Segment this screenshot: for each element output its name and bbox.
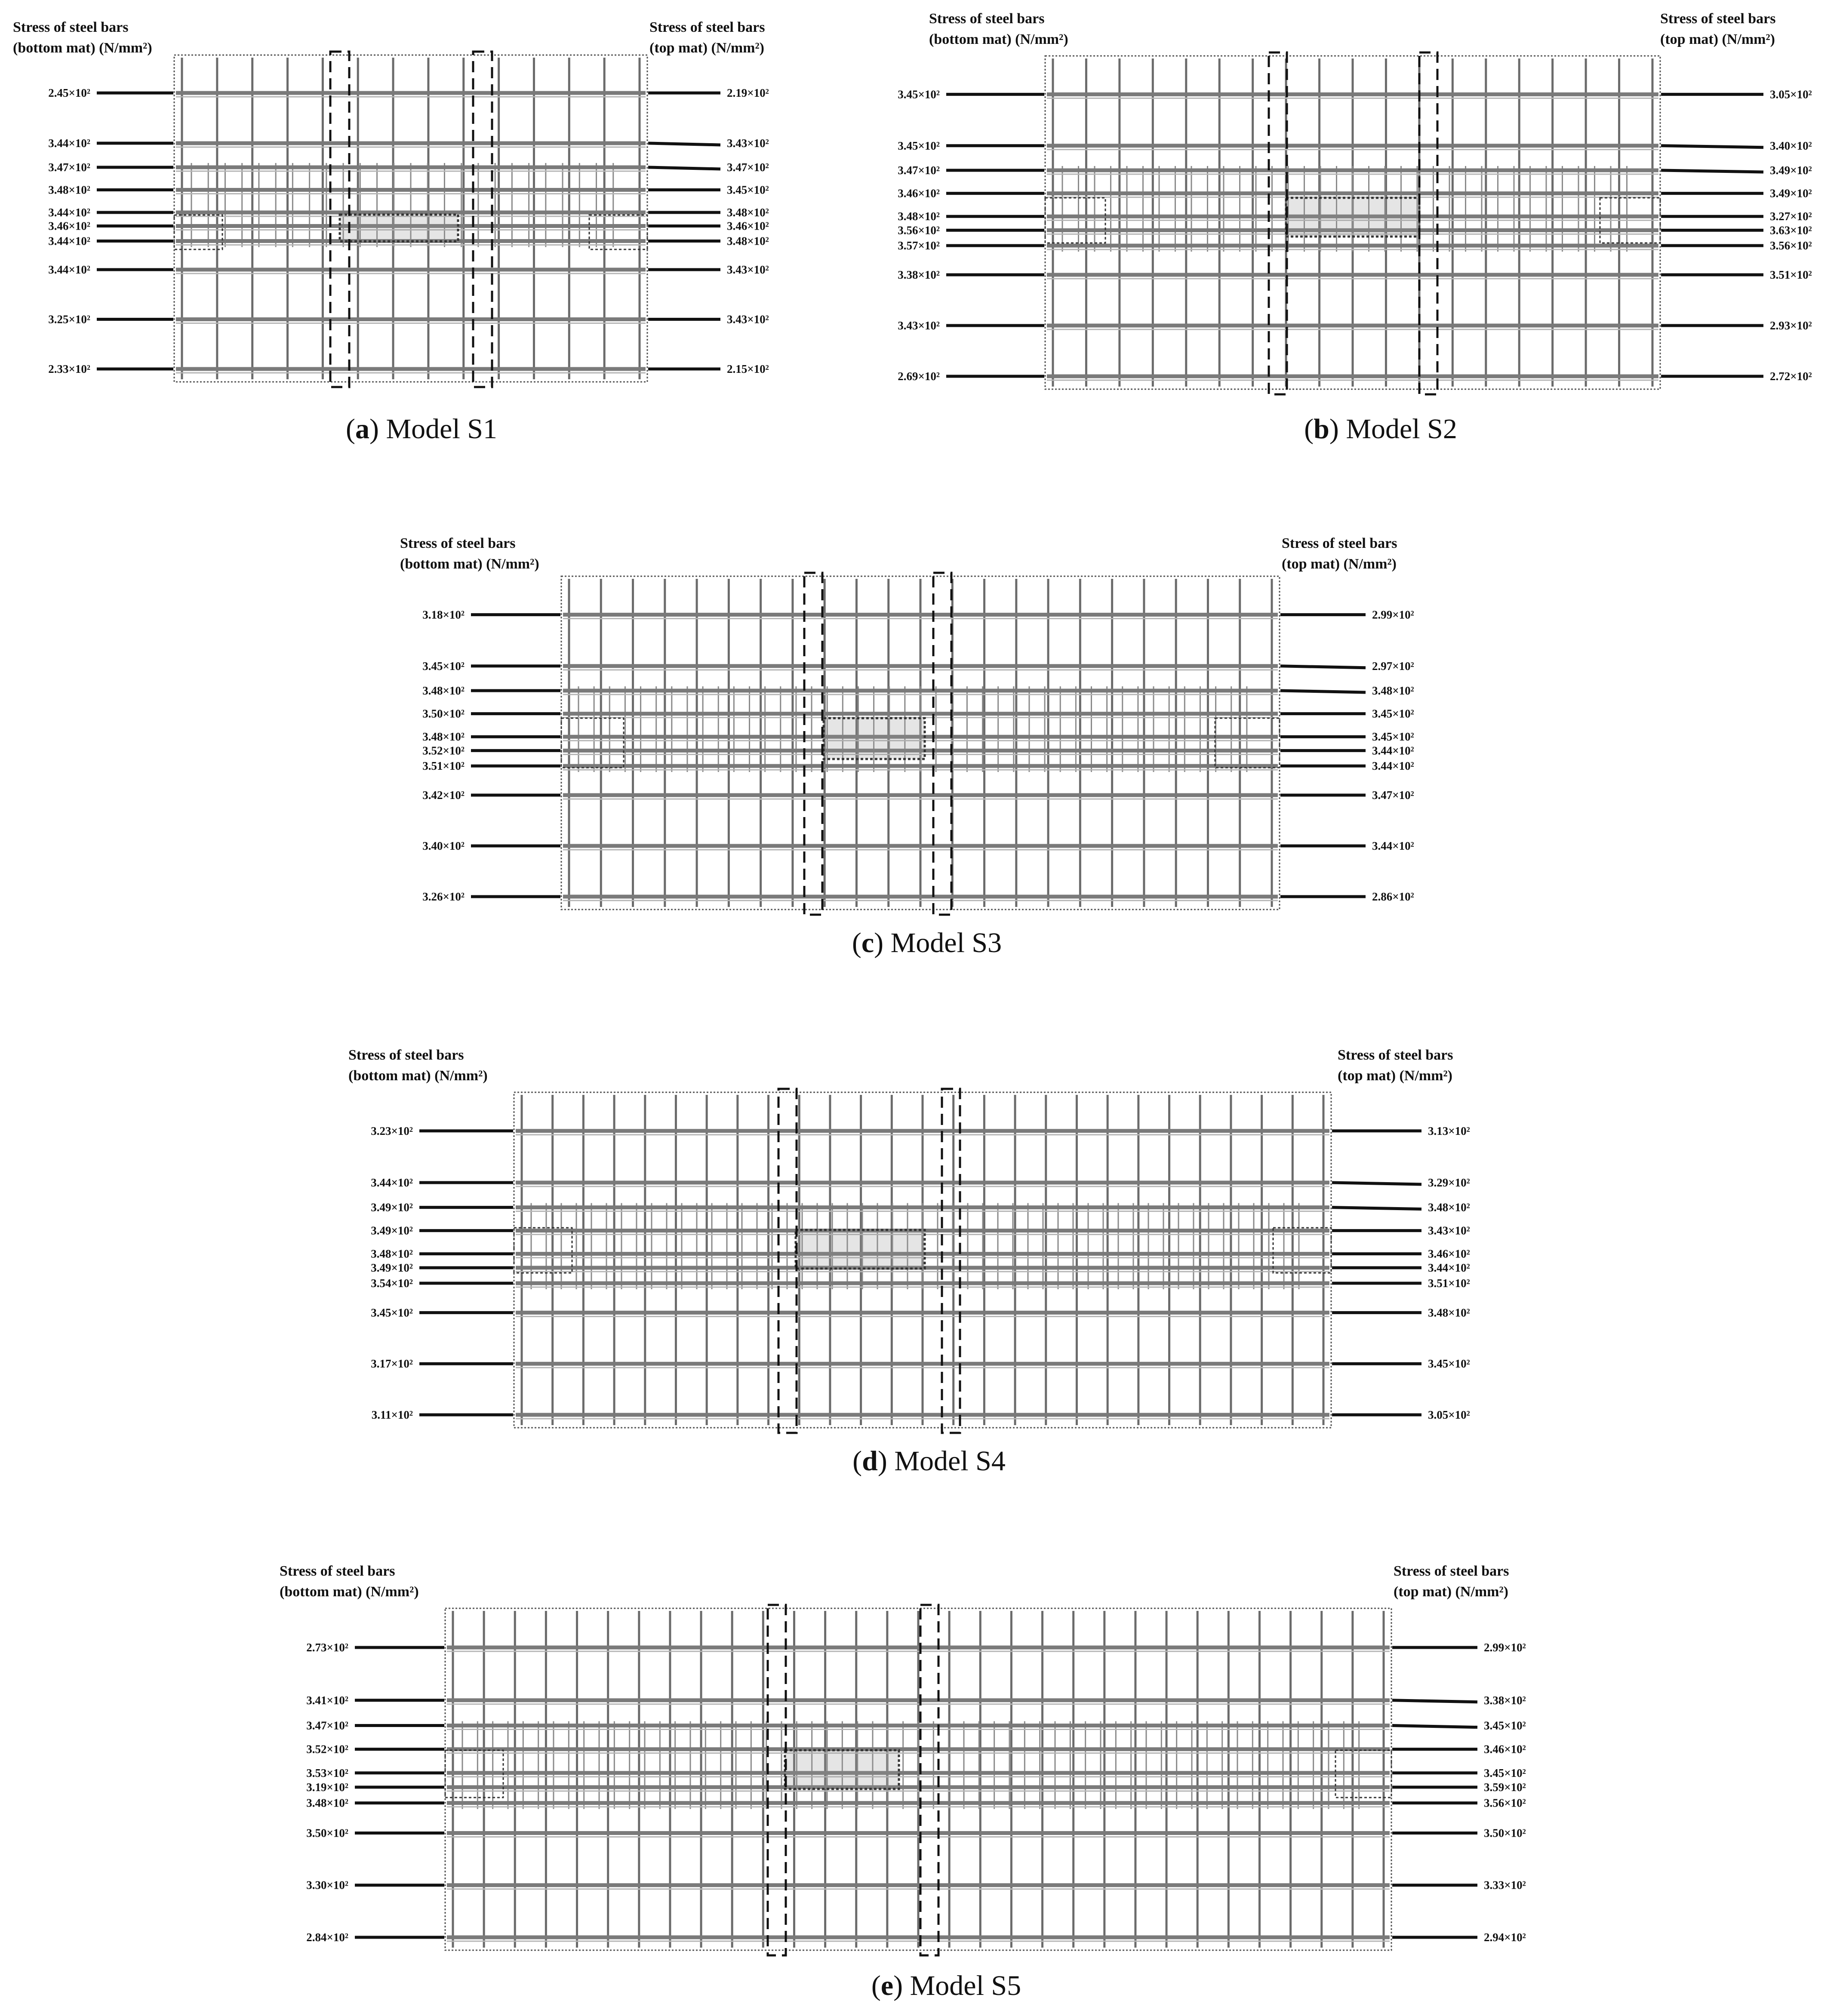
top-mat-header-line2: (top mat) (N/mm²) [1282,556,1397,572]
top-mat-stress-label: 3.45×10² [1372,730,1414,744]
top-mat-leader [648,143,720,145]
top-mat-stress-label: 2.93×10² [1770,319,1812,332]
bottom-mat-stress-label: 3.47×10² [306,1719,348,1732]
bottom-mat-stress-label: 3.45×10² [371,1306,413,1319]
top-mat-stress-label: 3.43×10² [727,263,769,276]
top-mat-header-line1: Stress of steel bars [1338,1047,1453,1063]
center-opening-box [824,718,925,759]
caption-letter: c [861,927,874,959]
bottom-mat-stress-label: 3.49×10² [371,1224,413,1237]
top-mat-leader [1392,1726,1477,1727]
top-mat-stress-label: 3.43×10² [727,313,769,326]
bottom-mat-stress-label: 3.25×10² [48,313,90,326]
bottom-mat-stress-label: 3.50×10² [306,1826,348,1840]
left-opening-box [561,718,624,768]
top-mat-stress-label: 2.99×10² [1484,1641,1526,1654]
bottom-mat-header-line2: (bottom mat) (N/mm²) [400,556,539,572]
bottom-mat-stress-label: 3.38×10² [898,268,940,282]
bottom-mat-stress-label: 3.54×10² [371,1277,413,1290]
top-mat-stress-label: 3.43×10² [1428,1224,1470,1237]
top-mat-stress-label: 3.44×10² [1372,839,1414,853]
bottom-mat-header-line2: (bottom mat) (N/mm²) [13,40,152,56]
caption-letter: b [1314,413,1329,445]
center-opening-box [1286,198,1419,237]
top-mat-stress-label: 2.19×10² [727,86,769,100]
center-opening-box [796,1230,925,1269]
top-mat-stress-label: 3.46×10² [727,219,769,233]
caption-text: Model S2 [1346,413,1457,445]
top-mat-stress-label: 3.51×10² [1428,1277,1470,1290]
top-mat-header-line1: Stress of steel bars [649,19,765,35]
top-mat-stress-label: 2.72×10² [1770,370,1812,383]
top-mat-stress-label: 3.33×10² [1484,1878,1526,1892]
bottom-mat-stress-label: 3.49×10² [371,1201,413,1214]
bottom-mat-stress-label: 3.56×10² [898,224,940,237]
bottom-mat-stress-label: 3.47×10² [898,163,940,177]
top-mat-stress-label: 2.15×10² [727,363,769,375]
rebar-mesh-diagram [898,9,1832,396]
bottom-mat-stress-label: 3.44×10² [371,1176,413,1189]
bottom-mat-stress-label: 3.51×10² [422,759,465,773]
top-mat-leader [1280,666,1366,668]
top-mat-stress-label: 2.99×10² [1372,608,1414,621]
rebar-mesh-diagram [13,17,830,396]
bottom-mat-stress-label: 3.48×10² [306,1796,348,1810]
bottom-mat-stress-label: 3.48×10² [371,1247,413,1260]
panel-caption: (a) Model S1 [346,413,497,445]
bottom-mat-stress-label: 2.73×10² [306,1641,348,1654]
top-mat-stress-label: 3.47×10² [727,161,769,174]
bottom-mat-header-line1: Stress of steel bars [348,1047,464,1063]
bottom-mat-stress-label: 2.69×10² [898,370,940,383]
bottom-mat-stress-label: 2.84×10² [306,1931,348,1944]
top-mat-leader [1280,691,1366,692]
top-mat-stress-label: 3.59×10² [1484,1780,1526,1794]
top-mat-leader [1392,1700,1477,1702]
top-mat-stress-label: 3.49×10² [1770,187,1812,200]
top-mat-stress-label: 3.27×10² [1770,210,1812,223]
bottom-mat-stress-label: 3.42×10² [422,789,465,802]
column-strip-right [1419,52,1437,394]
top-mat-stress-label: 3.43×10² [727,137,769,150]
caption-text: Model S1 [386,413,497,445]
bottom-mat-header-line2: (bottom mat) (N/mm²) [348,1068,488,1084]
bottom-mat-stress-label: 3.44×10² [48,263,90,276]
top-mat-stress-label: 2.94×10² [1484,1931,1526,1944]
bottom-mat-stress-label: 3.52×10² [306,1742,348,1756]
top-mat-stress-label: 3.46×10² [1484,1742,1526,1756]
bottom-mat-stress-label: 3.45×10² [422,659,465,673]
bottom-mat-stress-label: 3.44×10² [48,137,90,150]
top-mat-stress-label: 3.46×10² [1428,1247,1470,1260]
top-mat-stress-label: 3.45×10² [1428,1357,1470,1371]
top-mat-leader [1332,1183,1421,1184]
top-mat-stress-label: 3.49×10² [1770,163,1812,177]
column-strip-right [942,1089,960,1433]
top-mat-leader [1332,1208,1421,1209]
panel-caption: (b) Model S2 [1304,413,1457,445]
top-mat-stress-label: 3.44×10² [1372,744,1414,757]
bottom-mat-stress-label: 3.11×10² [371,1408,413,1421]
top-mat-stress-label: 2.86×10² [1372,890,1414,903]
top-mat-header-line1: Stress of steel bars [1660,11,1776,27]
top-mat-stress-label: 3.48×10² [1428,1201,1470,1214]
top-mat-stress-label: 3.50×10² [1484,1826,1526,1840]
top-mat-header-line2: (top mat) (N/mm²) [649,40,765,56]
top-mat-stress-label: 3.45×10² [1484,1719,1526,1732]
panel-caption: (e) Model S5 [871,1970,1021,2001]
top-mat-header-line2: (top mat) (N/mm²) [1660,31,1775,47]
bottom-mat-stress-label: 3.45×10² [898,88,940,101]
bottom-mat-stress-label: 3.43×10² [898,319,940,332]
panel-caption: (c) Model S3 [852,927,1002,959]
top-mat-stress-label: 3.44×10² [1372,759,1414,773]
panel-model-s2 [898,9,1832,464]
rebar-mesh-diagram [400,533,1454,912]
top-mat-leader [648,167,720,169]
top-mat-header-line2: (top mat) (N/mm²) [1394,1584,1509,1600]
panel-caption: (d) Model S4 [852,1445,1006,1477]
bottom-mat-header-line1: Stress of steel bars [280,1563,395,1579]
bottom-mat-stress-label: 3.44×10² [48,206,90,219]
top-mat-stress-label: 3.48×10² [727,234,769,248]
top-mat-leader [1661,170,1763,172]
caption-text: Model S5 [910,1970,1021,2001]
top-mat-stress-label: 3.45×10² [1484,1766,1526,1779]
panel-model-s4 [348,1045,1510,1488]
bottom-mat-stress-label: 3.50×10² [422,707,465,720]
bottom-mat-stress-label: 3.57×10² [898,239,940,252]
panel-model-s1 [13,17,830,473]
top-mat-stress-label: 3.48×10² [1428,1306,1470,1319]
bottom-mat-stress-label: 3.46×10² [898,187,940,200]
bottom-mat-stress-label: 3.18×10² [422,608,465,621]
top-mat-stress-label: 3.13×10² [1428,1124,1470,1137]
column-strip-right [473,52,492,387]
panel-model-s5 [280,1561,1613,2013]
bottom-mat-stress-label: 2.33×10² [48,363,90,375]
top-mat-stress-label: 3.48×10² [727,206,769,219]
top-mat-header-line1: Stress of steel bars [1282,535,1397,551]
top-mat-stress-label: 3.05×10² [1428,1408,1470,1421]
bottom-mat-stress-label: 3.17×10² [371,1357,413,1371]
center-opening-box [785,1750,899,1789]
column-strip-left [804,573,822,915]
bottom-mat-header-line2: (bottom mat) (N/mm²) [280,1584,419,1600]
center-opening-box [340,215,458,241]
bottom-mat-stress-label: 3.41×10² [306,1693,348,1707]
top-mat-stress-label: 3.56×10² [1770,239,1812,252]
top-mat-header-line1: Stress of steel bars [1394,1563,1509,1579]
bottom-mat-stress-label: 3.30×10² [306,1878,348,1892]
top-mat-stress-label: 3.40×10² [1770,139,1812,152]
top-mat-stress-label: 3.48×10² [1372,684,1414,697]
caption-letter: d [862,1445,878,1477]
rebar-mesh-diagram [348,1045,1510,1432]
bottom-mat-stress-label: 3.40×10² [422,839,465,853]
top-mat-stress-label: 3.29×10² [1428,1176,1470,1189]
bottom-mat-stress-label: 3.48×10² [422,684,465,697]
rebar-mesh-diagram [280,1561,1613,1957]
top-mat-stress-label: 3.47×10² [1372,789,1414,802]
top-mat-leader [1661,146,1763,148]
bottom-mat-stress-label: 3.45×10² [898,139,940,152]
top-mat-stress-label: 2.97×10² [1372,659,1414,673]
caption-text: Model S3 [890,927,1002,959]
bottom-mat-header-line1: Stress of steel bars [929,11,1045,27]
bottom-mat-stress-label: 3.48×10² [898,210,940,223]
bottom-mat-stress-label: 3.48×10² [48,183,90,197]
top-mat-stress-label: 3.05×10² [1770,88,1812,101]
bottom-mat-stress-label: 3.53×10² [306,1766,348,1779]
bottom-mat-stress-label: 3.48×10² [422,730,465,744]
bottom-mat-stress-label: 3.26×10² [422,890,465,903]
bottom-mat-stress-label: 3.46×10² [48,219,90,233]
bottom-mat-stress-label: 3.23×10² [371,1124,413,1137]
caption-text: Model S4 [894,1445,1006,1477]
top-mat-stress-label: 3.45×10² [727,183,769,197]
bottom-mat-stress-label: 3.44×10² [48,234,90,248]
bottom-mat-stress-label: 3.19×10² [306,1780,348,1794]
top-mat-stress-label: 3.45×10² [1372,707,1414,720]
bottom-mat-stress-label: 2.45×10² [48,86,90,100]
top-mat-stress-label: 3.56×10² [1484,1796,1526,1810]
bottom-mat-header-line1: Stress of steel bars [13,19,129,35]
column-strip-right [920,1605,938,1955]
top-mat-stress-label: 3.44×10² [1428,1261,1470,1274]
bottom-mat-stress-label: 3.47×10² [48,161,90,174]
caption-letter: a [355,413,369,445]
top-mat-header-line2: (top mat) (N/mm²) [1338,1068,1453,1084]
bottom-mat-header-line1: Stress of steel bars [400,535,516,551]
bottom-mat-header-line2: (bottom mat) (N/mm²) [929,31,1068,47]
top-mat-stress-label: 3.51×10² [1770,268,1812,282]
top-mat-stress-label: 3.38×10² [1484,1693,1526,1707]
panel-model-s3 [400,533,1454,972]
column-strip-left [768,1605,786,1955]
top-mat-stress-label: 3.63×10² [1770,224,1812,237]
bottom-mat-stress-label: 3.49×10² [371,1261,413,1274]
bottom-mat-stress-label: 3.52×10² [422,744,465,757]
caption-letter: e [880,1970,894,2001]
